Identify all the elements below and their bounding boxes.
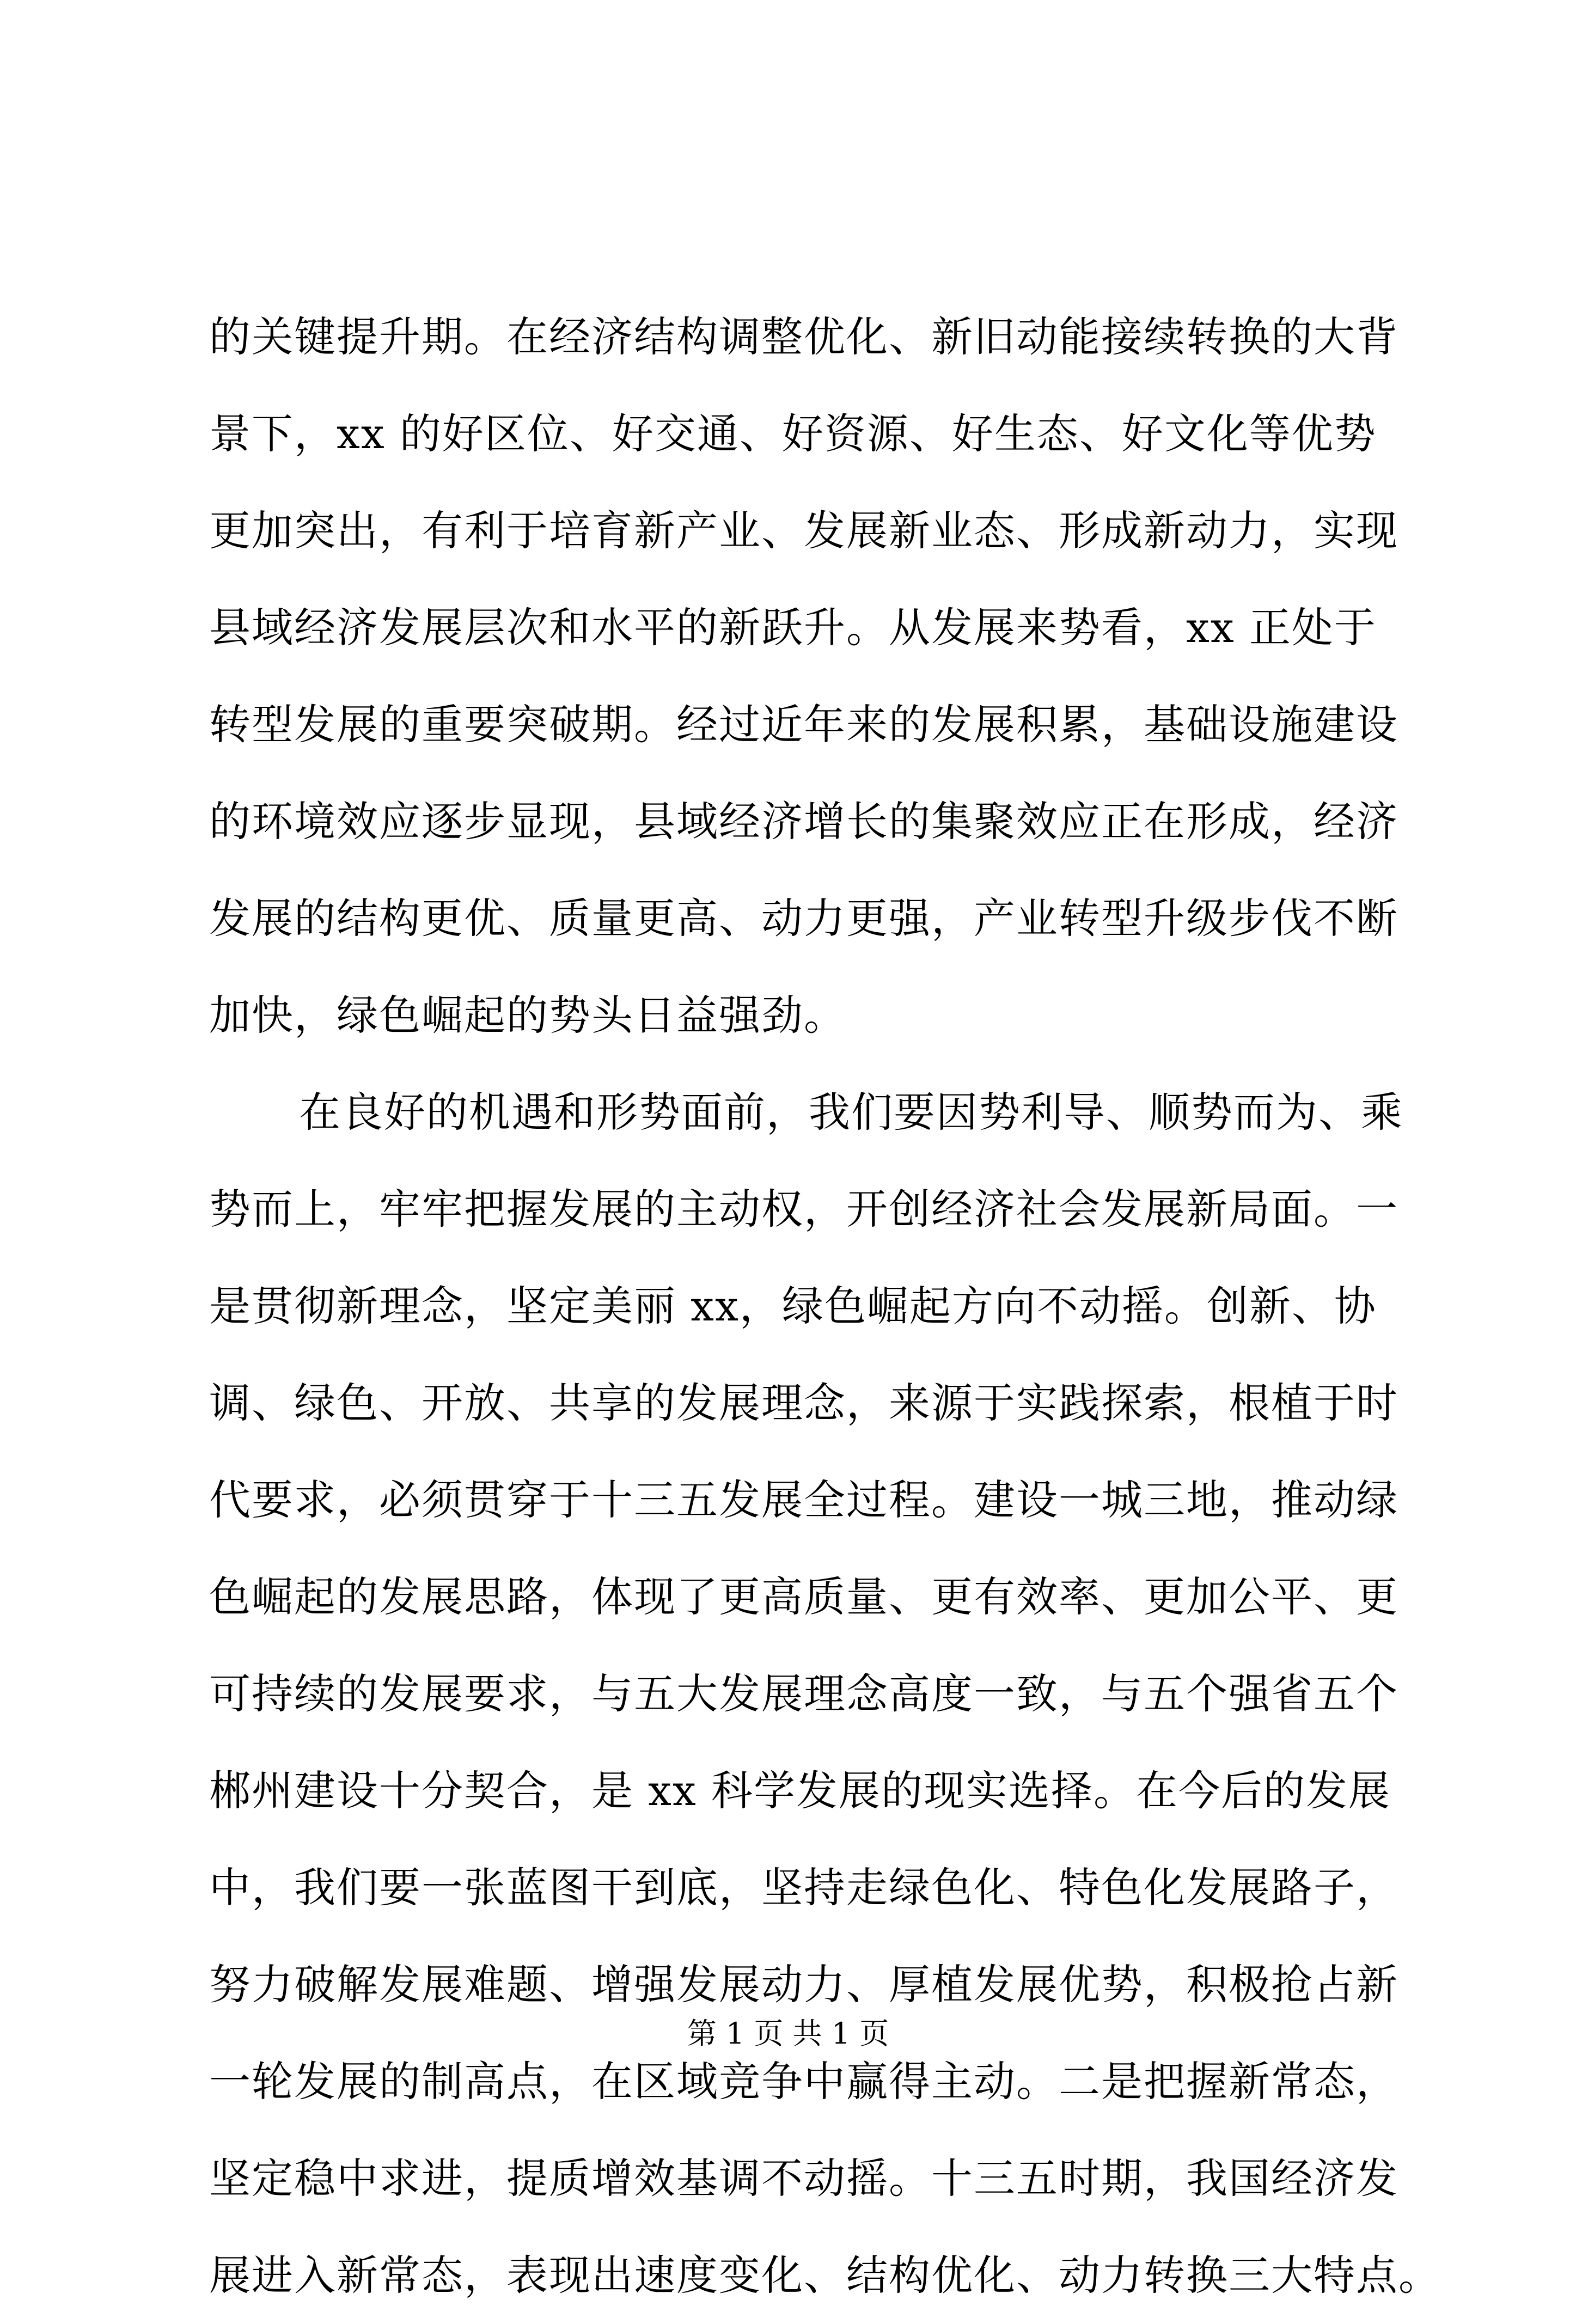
paragraph-1-line-2: 景下，xx 的好区位、好交通、好资源、好生态、好文化等优势	[209, 409, 1377, 458]
paragraph-1-line-8: 加快，绿色崛起的势头日益强劲。	[209, 991, 846, 1039]
paragraph-1-line-3: 更加突出，有利于培育新产业、发展新业态、形成新动力，实现	[209, 506, 1398, 555]
page-number-label: 第 1 页 共 1 页	[687, 2016, 889, 2051]
paragraph-2-line-10: 努力破解发展难题、增强发展动力、厚植发展优势，积极抢占新	[209, 1960, 1398, 2009]
paragraph-1-line-4: 县域经济发展层次和水平的新跃升。从发展来势看，xx 正处于	[209, 603, 1377, 652]
paragraph-2-line-4: 调、绿色、开放、共享的发展理念，来源于实践探索，根植于时	[209, 1379, 1398, 1427]
paragraph-2-line-9: 中，我们要一张蓝图干到底，坚持走绿色化、特色化发展路子，	[209, 1863, 1398, 1912]
paragraph-2-line-7: 可持续的发展要求，与五大发展理念高度一致，与五个强省五个	[209, 1669, 1398, 1718]
paragraph-2-line-13: 展进入新常态，表现出速度变化、结构优化、动力转换三大特点。	[209, 2251, 1441, 2299]
paragraph-2-line-12: 坚定稳中求进，提质增效基调不动摇。十三五时期，我国经济发	[209, 2154, 1398, 2203]
paragraph-2-line-6: 色崛起的发展思路，体现了更高质量、更有效率、更加公平、更	[209, 1573, 1398, 1621]
paragraph-1-line-5: 转型发展的重要突破期。经过近年来的发展积累，基础设施建设	[209, 700, 1398, 749]
paragraph-2-line-8: 郴州建设十分契合，是 xx 科学发展的现实选择。在今后的发展	[209, 1766, 1391, 1815]
paragraph-1-line-7: 发展的结构更优、质量更高、动力更强，产业转型升级步伐不断	[209, 894, 1398, 943]
paragraph-1-line-6: 的环境效应逐步显现，县域经济增长的集聚效应正在形成，经济	[209, 797, 1398, 846]
paragraph-1-line-1: 的关键提升期。在经济结构调整优化、新旧动能接续转换的大背	[209, 313, 1398, 361]
paragraph-2-line-5: 代要求，必须贯穿于十三五发展全过程。建设一城三地，推动绿	[209, 1476, 1398, 1524]
paragraph-2-line-2: 势而上，牢牢把握发展的主动权，开创经济社会发展新局面。一	[209, 1185, 1398, 1233]
paragraph-2-line-1: 在良好的机遇和形势面前，我们要因势利导、顺势而为、乘	[299, 1088, 1403, 1136]
page-footer	[0, 2012, 1576, 2056]
paragraph-2-line-3: 是贯彻新理念，坚定美丽 xx，绿色崛起方向不动摇。创新、协	[209, 1282, 1377, 1330]
paragraph-2-line-11: 一轮发展的制高点，在区域竞争中赢得主动。二是把握新常态，	[209, 2057, 1398, 2106]
